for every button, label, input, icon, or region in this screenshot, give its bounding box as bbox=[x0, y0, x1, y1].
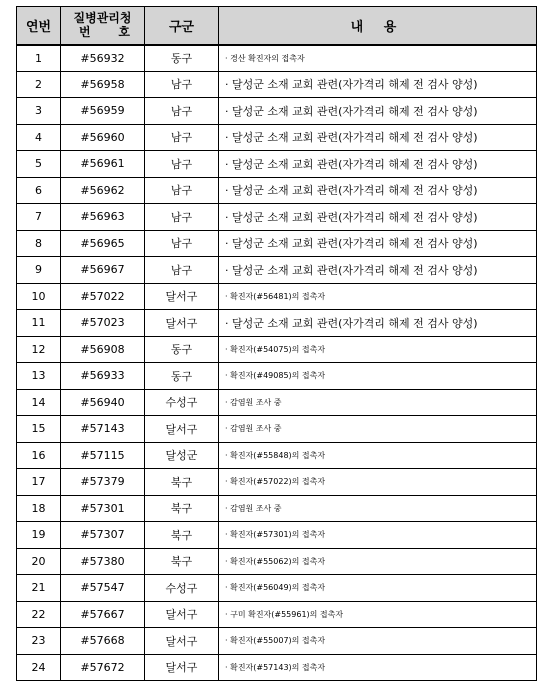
content-cell: · 달성군 소재 교회 관련(자가격리 해제 전 검사 양성) bbox=[219, 204, 537, 231]
table-row bbox=[17, 151, 537, 178]
row-number-cell: 8 bbox=[17, 230, 61, 257]
content-cell: · 달성군 소재 교회 관련(자가격리 해제 전 검사 양성) bbox=[219, 257, 537, 284]
content-cell: · 달성군 소재 교회 관련(자가격리 해제 전 검사 양성) bbox=[219, 71, 537, 98]
table-row bbox=[17, 654, 537, 681]
case-id-cell: #57023 bbox=[61, 310, 145, 337]
content-cell: · 확진자(#49085)의 접촉자 bbox=[219, 363, 537, 390]
case-id-cell: #57379 bbox=[61, 469, 145, 496]
district-cell: 북구 bbox=[145, 548, 219, 575]
row-number-cell: 12 bbox=[17, 336, 61, 363]
case-id-cell: #56960 bbox=[61, 124, 145, 151]
content-cell: · 달성군 소재 교회 관련(자가격리 해제 전 검사 양성) bbox=[219, 310, 537, 337]
district-cell: 북구 bbox=[145, 469, 219, 496]
header-content: 내 용 bbox=[219, 7, 537, 45]
table-row bbox=[17, 628, 537, 655]
row-number-cell: 23 bbox=[17, 628, 61, 655]
table-body bbox=[17, 45, 537, 681]
row-number-cell: 17 bbox=[17, 469, 61, 496]
district-cell: 동구 bbox=[145, 336, 219, 363]
case-id-cell: #57672 bbox=[61, 654, 145, 681]
case-id-cell: #57115 bbox=[61, 442, 145, 469]
header-mgmt-line2 bbox=[61, 25, 144, 39]
table-row bbox=[17, 45, 537, 72]
table-row bbox=[17, 124, 537, 151]
case-id-cell: #57667 bbox=[61, 601, 145, 628]
row-number-cell: 2 bbox=[17, 71, 61, 98]
case-id-cell: #56958 bbox=[61, 71, 145, 98]
content-cell: · 확진자(#57022)의 접촉자 bbox=[219, 469, 537, 496]
content-cell: · 구미 확진자(#55961)의 접촉자 bbox=[219, 601, 537, 628]
row-number-cell: 22 bbox=[17, 601, 61, 628]
district-cell: 달서구 bbox=[145, 283, 219, 310]
district-cell: 달서구 bbox=[145, 310, 219, 337]
row-number-cell: 5 bbox=[17, 151, 61, 178]
district-cell: 남구 bbox=[145, 257, 219, 284]
content-cell: · 확진자(#56481)의 접촉자 bbox=[219, 283, 537, 310]
district-cell: 달성군 bbox=[145, 442, 219, 469]
content-cell: · 확진자(#55007)의 접촉자 bbox=[219, 628, 537, 655]
row-number-cell: 7 bbox=[17, 204, 61, 231]
content-cell: · 확진자(#55062)의 접촉자 bbox=[219, 548, 537, 575]
district-cell: 북구 bbox=[145, 522, 219, 549]
district-cell: 남구 bbox=[145, 124, 219, 151]
row-number-cell: 21 bbox=[17, 575, 61, 602]
table-row bbox=[17, 71, 537, 98]
table-row bbox=[17, 495, 537, 522]
case-table bbox=[16, 6, 537, 681]
header-mgmt-line1: 질병관리청 bbox=[73, 11, 132, 26]
header-row bbox=[17, 7, 537, 45]
case-id-cell: #57301 bbox=[61, 495, 145, 522]
case-id-cell: #56962 bbox=[61, 177, 145, 204]
district-cell: 남구 bbox=[145, 151, 219, 178]
case-id-cell: #56963 bbox=[61, 204, 145, 231]
district-cell: 달서구 bbox=[145, 654, 219, 681]
case-id-cell: #56961 bbox=[61, 151, 145, 178]
case-id-cell: #57668 bbox=[61, 628, 145, 655]
content-cell: · 확진자(#57301)의 접촉자 bbox=[219, 522, 537, 549]
case-id-cell: #57307 bbox=[61, 522, 145, 549]
content-cell: · 감염원 조사 중 bbox=[219, 416, 537, 443]
header-mgmt-line2b: 호 bbox=[118, 25, 130, 40]
district-cell: 남구 bbox=[145, 98, 219, 125]
district-cell: 남구 bbox=[145, 204, 219, 231]
header-mgmt-id bbox=[61, 7, 145, 45]
content-cell: · 경산 확진자의 접촉자 bbox=[219, 45, 537, 72]
district-cell: 동구 bbox=[145, 363, 219, 390]
case-id-cell: #57547 bbox=[61, 575, 145, 602]
table-row bbox=[17, 98, 537, 125]
district-cell: 수성구 bbox=[145, 389, 219, 416]
case-id-cell: #56965 bbox=[61, 230, 145, 257]
table-row bbox=[17, 601, 537, 628]
content-cell: · 확진자(#54075)의 접촉자 bbox=[219, 336, 537, 363]
row-number-cell: 11 bbox=[17, 310, 61, 337]
header-mgmt-line2a: 번 bbox=[79, 25, 91, 40]
content-cell: · 확진자(#57143)의 접촉자 bbox=[219, 654, 537, 681]
row-number-cell: 18 bbox=[17, 495, 61, 522]
case-id-cell: #57143 bbox=[61, 416, 145, 443]
table-row bbox=[17, 283, 537, 310]
content-cell: · 감염원 조사 중 bbox=[219, 389, 537, 416]
district-cell: 남구 bbox=[145, 230, 219, 257]
case-id-cell: #56908 bbox=[61, 336, 145, 363]
row-number-cell: 20 bbox=[17, 548, 61, 575]
row-number-cell: 24 bbox=[17, 654, 61, 681]
content-cell: · 달성군 소재 교회 관련(자가격리 해제 전 검사 양성) bbox=[219, 230, 537, 257]
content-cell: · 달성군 소재 교회 관련(자가격리 해제 전 검사 양성) bbox=[219, 151, 537, 178]
row-number-cell: 19 bbox=[17, 522, 61, 549]
content-cell: · 확진자(#56049)의 접촉자 bbox=[219, 575, 537, 602]
header-no: 연번 bbox=[17, 7, 61, 45]
table-row bbox=[17, 177, 537, 204]
district-cell: 수성구 bbox=[145, 575, 219, 602]
table-row bbox=[17, 310, 537, 337]
district-cell: 남구 bbox=[145, 71, 219, 98]
table-row bbox=[17, 469, 537, 496]
district-cell: 달서구 bbox=[145, 628, 219, 655]
row-number-cell: 1 bbox=[17, 45, 61, 72]
district-cell: 남구 bbox=[145, 177, 219, 204]
case-id-cell: #56940 bbox=[61, 389, 145, 416]
row-number-cell: 15 bbox=[17, 416, 61, 443]
content-cell: · 달성군 소재 교회 관련(자가격리 해제 전 검사 양성) bbox=[219, 177, 537, 204]
row-number-cell: 10 bbox=[17, 283, 61, 310]
case-id-cell: #56933 bbox=[61, 363, 145, 390]
case-table-container bbox=[16, 6, 537, 681]
district-cell: 달서구 bbox=[145, 416, 219, 443]
content-cell: · 달성군 소재 교회 관련(자가격리 해제 전 검사 양성) bbox=[219, 124, 537, 151]
district-cell: 북구 bbox=[145, 495, 219, 522]
content-cell: · 확진자(#55848)의 접촉자 bbox=[219, 442, 537, 469]
table-row bbox=[17, 257, 537, 284]
case-id-cell: #57380 bbox=[61, 548, 145, 575]
row-number-cell: 3 bbox=[17, 98, 61, 125]
table-row bbox=[17, 416, 537, 443]
row-number-cell: 9 bbox=[17, 257, 61, 284]
row-number-cell: 16 bbox=[17, 442, 61, 469]
table-row bbox=[17, 442, 537, 469]
case-id-cell: #56932 bbox=[61, 45, 145, 72]
table-row bbox=[17, 548, 537, 575]
table-row bbox=[17, 204, 537, 231]
row-number-cell: 6 bbox=[17, 177, 61, 204]
row-number-cell: 13 bbox=[17, 363, 61, 390]
header-district: 구군 bbox=[145, 7, 219, 45]
content-cell: · 감염원 조사 중 bbox=[219, 495, 537, 522]
district-cell: 동구 bbox=[145, 45, 219, 72]
case-id-cell: #57022 bbox=[61, 283, 145, 310]
district-cell: 달서구 bbox=[145, 601, 219, 628]
content-cell: · 달성군 소재 교회 관련(자가격리 해제 전 검사 양성) bbox=[219, 98, 537, 125]
case-id-cell: #56959 bbox=[61, 98, 145, 125]
case-id-cell: #56967 bbox=[61, 257, 145, 284]
table-row bbox=[17, 575, 537, 602]
row-number-cell: 4 bbox=[17, 124, 61, 151]
table-row bbox=[17, 522, 537, 549]
row-number-cell: 14 bbox=[17, 389, 61, 416]
table-row bbox=[17, 363, 537, 390]
table-row bbox=[17, 389, 537, 416]
table-row bbox=[17, 336, 537, 363]
table-row bbox=[17, 230, 537, 257]
